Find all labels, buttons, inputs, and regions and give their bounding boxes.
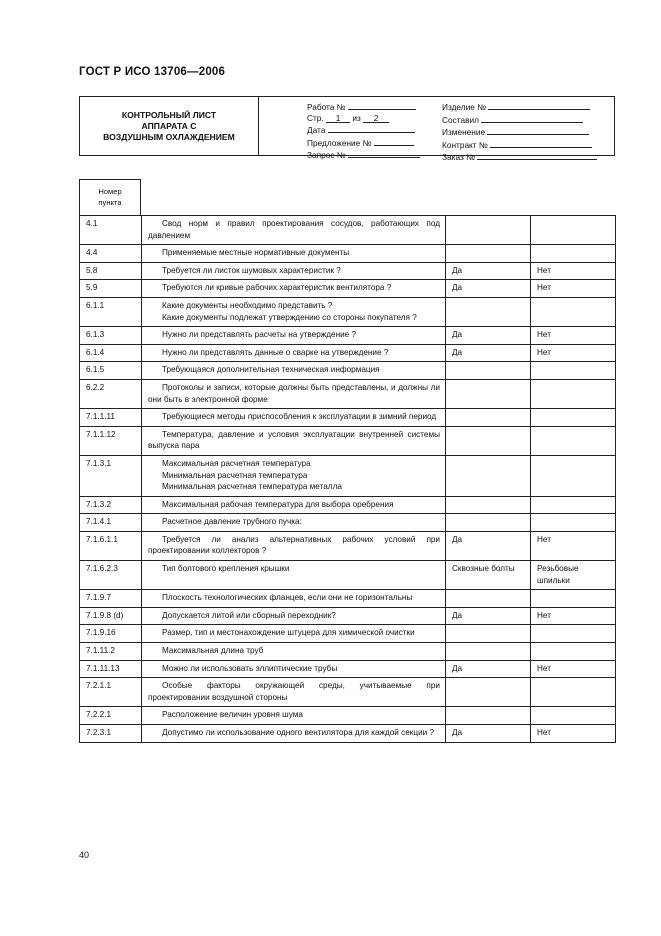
description-line: Расположение величин уровня шума xyxy=(162,710,303,720)
header-fields-left xyxy=(307,100,442,161)
description-line: Максимальная расчетная температура xyxy=(162,458,311,468)
item-number: 7.1.11.13 xyxy=(80,660,142,678)
table-row xyxy=(80,426,616,455)
answer-no-cell[interactable] xyxy=(531,625,616,643)
item-description xyxy=(142,561,446,590)
item-description xyxy=(142,455,446,496)
description-line: Требующиеся методы приспособления к эксплуатации в зимний период xyxy=(162,412,437,422)
table-row xyxy=(80,362,616,380)
item-description xyxy=(142,245,446,263)
item-number: 7.1.9.8 (d) xyxy=(80,607,142,625)
item-description xyxy=(142,216,446,245)
number-column-header xyxy=(79,179,141,216)
description-line: Требуется ли анализ альтернативных рабочих условий при проектировании коллекторов ? xyxy=(148,534,440,556)
item-description xyxy=(142,707,446,725)
item-description xyxy=(142,280,446,298)
field-predlozhenie: Предложение № xyxy=(307,136,442,149)
item-description xyxy=(142,379,446,408)
answer-yes-cell[interactable] xyxy=(446,496,531,514)
answer-yes-cell[interactable] xyxy=(446,245,531,263)
header-fields-right xyxy=(442,100,597,163)
field-data: Дата xyxy=(307,123,442,136)
item-number: 7.1.1.12 xyxy=(80,426,142,455)
field-izdelie: Изделие № xyxy=(442,100,597,113)
item-number: 6.1.4 xyxy=(80,344,142,362)
table-row xyxy=(80,561,616,590)
checklist-title: КОНТРОЛЬНЫЙ ЛИСТ АППАРАТА С ВОЗДУШНЫМ ОХЛАЖДЕНИЕМ xyxy=(103,109,235,142)
description-line: Требуется ли листок шумовых характеристик ? xyxy=(162,265,341,275)
description-line: Какие документы необходимо представить ? xyxy=(162,300,333,310)
field-zakaz: Заказ № xyxy=(442,150,597,163)
item-number: 6.1.5 xyxy=(80,362,142,380)
item-description xyxy=(142,725,446,743)
item-number: 6.1.3 xyxy=(80,327,142,345)
answer-no-cell[interactable] xyxy=(531,590,616,608)
answer-yes-cell[interactable]: Да xyxy=(446,660,531,678)
answer-no-cell[interactable] xyxy=(531,455,616,496)
field-sostavil: Составил xyxy=(442,113,597,126)
answer-no-cell[interactable]: Нет xyxy=(531,725,616,743)
answer-no-cell[interactable] xyxy=(531,496,616,514)
answer-yes-cell[interactable] xyxy=(446,514,531,532)
header-fields xyxy=(259,97,614,163)
answer-yes-cell[interactable] xyxy=(446,216,531,245)
item-description xyxy=(142,643,446,661)
item-description xyxy=(142,678,446,707)
table-row xyxy=(80,409,616,427)
item-number: 7.2.3.1 xyxy=(80,725,142,743)
item-description xyxy=(142,660,446,678)
document-title: ГОСТ Р ИСО 13706—2006 xyxy=(79,66,226,78)
answer-no-cell[interactable] xyxy=(531,426,616,455)
description-line: Максимальная рабочая температура для выбора оребрения xyxy=(162,499,394,509)
table-row xyxy=(80,379,616,408)
answer-yes-cell[interactable]: Сквозные болты xyxy=(446,561,531,590)
answer-yes-cell[interactable] xyxy=(446,590,531,608)
checklist-title-cell xyxy=(80,97,259,155)
item-description xyxy=(142,607,446,625)
answer-no-cell[interactable]: Нет xyxy=(531,280,616,298)
item-description xyxy=(142,514,446,532)
answer-yes-cell[interactable] xyxy=(446,409,531,427)
answer-yes-cell[interactable]: Да xyxy=(446,262,531,280)
item-description xyxy=(142,426,446,455)
description-line: Максимальная длина труб xyxy=(162,646,264,656)
answer-yes-cell[interactable]: Да xyxy=(446,344,531,362)
description-line: Можно ли использовать эллиптические трубы xyxy=(162,663,338,673)
answer-yes-cell[interactable] xyxy=(446,297,531,326)
item-number: 7.1.6.1.1 xyxy=(80,531,142,560)
description-line: Требующаяся дополнительная техническая информация xyxy=(162,365,380,375)
item-description xyxy=(142,625,446,643)
answer-no-cell[interactable] xyxy=(531,216,616,245)
description-line: Тип болтового крепления крышки xyxy=(162,564,290,574)
table-row xyxy=(80,607,616,625)
answer-no-cell[interactable] xyxy=(531,297,616,326)
description-line: Размер, тип и местонахождение штуцера для химической очистки xyxy=(162,628,415,638)
table-row xyxy=(80,455,616,496)
description-line: Протоколы и записи, которые должны быть представлены, и должны ли они быть в электронной форме xyxy=(148,382,440,404)
description-line: Минимальная расчетная температура металла xyxy=(162,482,342,492)
item-number: 7.1.3.1 xyxy=(80,455,142,496)
answer-no-cell[interactable] xyxy=(531,362,616,380)
answer-yes-cell[interactable]: Да xyxy=(446,725,531,743)
item-number: 7.2.1.1 xyxy=(80,678,142,707)
description-line: Свод норм и правил проектирования сосудов, работающих под давлением xyxy=(148,219,440,240)
table-row xyxy=(80,531,616,560)
table-row xyxy=(80,678,616,707)
table-row xyxy=(80,297,616,326)
field-zapros: Запрос № xyxy=(307,148,442,161)
field-izmenenie: Изменение xyxy=(442,125,597,138)
description-line: Плоскость технологических фланцев, если они не горизонтальны xyxy=(162,593,413,603)
description-line: Температура, давление и условия эксплуатации внутренней системы выпуска пара xyxy=(148,429,440,451)
table-row xyxy=(80,280,616,298)
description-line: Нужно ли представлять расчеты на утверждение ? xyxy=(162,330,357,340)
item-number: 7.1.4.1 xyxy=(80,514,142,532)
table-row xyxy=(80,725,616,743)
item-number: 4.4 xyxy=(80,245,142,263)
description-line: Минимальная расчетная температура xyxy=(162,470,308,480)
item-number: 6.1.1 xyxy=(80,297,142,326)
description-line: Допускается литой или сборный переходник? xyxy=(162,610,336,620)
field-str: Стр. 1 из 2 xyxy=(307,113,442,124)
table-row xyxy=(80,496,616,514)
checklist-header-box xyxy=(79,96,615,163)
description-line: Какие документы подлежат утверждению со стороны покупателя ? xyxy=(162,312,417,322)
answer-no-cell[interactable]: Нет xyxy=(531,327,616,345)
description-line: Нужно ли представлять данные о сварке на утверждение ? xyxy=(162,347,389,357)
item-description xyxy=(142,531,446,560)
item-description xyxy=(142,297,446,326)
item-number: 7.1.6.2.3 xyxy=(80,561,142,590)
description-line: Расчетное давление трубного пучка: xyxy=(162,517,302,527)
answer-no-cell[interactable] xyxy=(531,245,616,263)
item-number: 7.2.2.1 xyxy=(80,707,142,725)
description-line: Применяемые местные нормативные документы xyxy=(162,248,350,258)
table-row xyxy=(80,327,616,345)
table-row xyxy=(80,216,616,245)
answer-yes-cell[interactable] xyxy=(446,707,531,725)
description-line: Допустимо ли использование одного вентилятора для каждой секции ? xyxy=(162,728,435,737)
answer-yes-cell[interactable] xyxy=(446,678,531,707)
item-number: 7.1.1.11 xyxy=(80,409,142,427)
table-row xyxy=(80,262,616,280)
item-description xyxy=(142,327,446,345)
answer-no-cell[interactable] xyxy=(531,707,616,725)
answer-no-cell[interactable]: Резьбовые шпильки xyxy=(531,561,616,590)
answer-yes-cell[interactable] xyxy=(446,643,531,661)
answer-no-cell[interactable]: Нет xyxy=(531,660,616,678)
item-number: 5.9 xyxy=(80,280,142,298)
number-column-header-text: Номер пункта xyxy=(98,187,122,207)
item-number: 7.1.3.2 xyxy=(80,496,142,514)
answer-no-cell[interactable]: Нет xyxy=(531,344,616,362)
item-description xyxy=(142,409,446,427)
answer-no-cell[interactable] xyxy=(531,514,616,532)
answer-no-cell[interactable]: Нет xyxy=(531,262,616,280)
answer-yes-cell[interactable] xyxy=(446,625,531,643)
item-number: 7.1.9.16 xyxy=(80,625,142,643)
answer-no-cell[interactable] xyxy=(531,643,616,661)
page-number: 40 xyxy=(79,850,90,860)
answer-no-cell[interactable] xyxy=(531,379,616,408)
item-description xyxy=(142,496,446,514)
table-row xyxy=(80,707,616,725)
item-number: 6.2.2 xyxy=(80,379,142,408)
answer-yes-cell[interactable]: Да xyxy=(446,531,531,560)
table-row xyxy=(80,590,616,608)
answer-yes-cell[interactable] xyxy=(446,379,531,408)
answer-no-cell[interactable]: Нет xyxy=(531,531,616,560)
item-description xyxy=(142,362,446,380)
item-description xyxy=(142,344,446,362)
answer-yes-cell[interactable] xyxy=(446,426,531,455)
answer-yes-cell[interactable]: Да xyxy=(446,327,531,345)
table-row xyxy=(80,245,616,263)
answer-yes-cell[interactable]: Да xyxy=(446,607,531,625)
description-line: Особые факторы окружающей среды, учитываемые при проектировании воздушной стороны xyxy=(148,681,440,702)
field-kontrakt: Контракт № xyxy=(442,138,597,151)
table-row xyxy=(80,344,616,362)
answer-yes-cell[interactable]: Да xyxy=(446,280,531,298)
item-number: 5.8 xyxy=(80,262,142,280)
field-rabota: Работа № xyxy=(307,100,442,113)
answer-no-cell[interactable] xyxy=(531,678,616,707)
table-row xyxy=(80,660,616,678)
item-number: 7.1.9.7 xyxy=(80,590,142,608)
item-number: 4.1 xyxy=(80,216,142,245)
checklist-table xyxy=(79,215,616,743)
table-row xyxy=(80,643,616,661)
answer-yes-cell[interactable] xyxy=(446,455,531,496)
answer-no-cell[interactable] xyxy=(531,409,616,427)
item-description xyxy=(142,262,446,280)
answer-yes-cell[interactable] xyxy=(446,362,531,380)
item-number: 7.1.11.2 xyxy=(80,643,142,661)
item-description xyxy=(142,590,446,608)
table-row xyxy=(80,625,616,643)
answer-no-cell[interactable]: Нет xyxy=(531,607,616,625)
table-row xyxy=(80,514,616,532)
description-line: Требуются ли кривые рабочих характеристик вентилятора ? xyxy=(162,283,392,293)
